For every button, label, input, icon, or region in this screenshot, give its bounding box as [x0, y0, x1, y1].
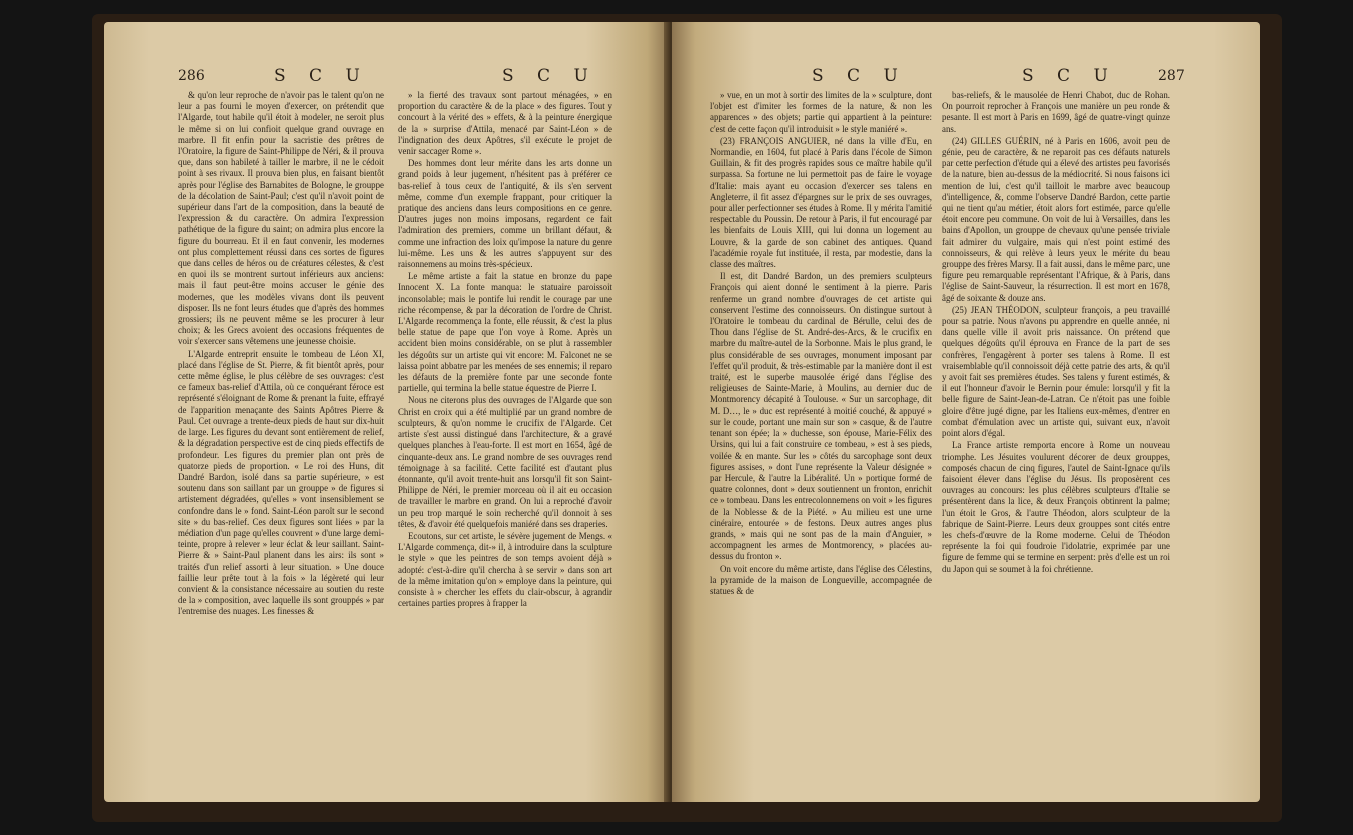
right-page: [672, 22, 1260, 802]
paragraph: Il est, dit Dandré Bardon, un des premiers sculpteurs François qui aient donné le sentiment à la pierre. Paris renferme un grand nombre d'ouvrages de cet artiste qui conservent l'estime des connoisseurs. On distingue surtout à l'Oratoire le tombeau du cardinal de Bérulle, celui des de Thou dans l'église de St. André-des-Arcs, & le crucifix en marbre du maître-autel de la Sorbonne. Mais le plus grand, le plus considérable de ses ouvrages, monument imposant par l'effet qu'il produit, & très-estimable par la manière dont il est traité, est le superbe mausolée érigé dans l'église des religieuses de Sainte-Marie, à Moulins, au dernier duc de Montmorency décapité à Toulouse. « Sur un sarcophage, dit M. D…, le » duc est représenté à moitié couché, & appuyé » sur le coude, portant une main sur son » casque, & de l'autre tenant son épée; la » duchesse, son épouse, Marie-Félix des Ursins, qui lui a fait construire ce tombeau, » est à ses pieds, voilée & en mante. Sur les » côtés du sarcophage sont deux figures assises, » dont l'une représente la Valeur désignée » par Hercule, & l'autre la Libéralité. Un » portique formé de quatre colonnes, dont » deux soutiennent un fronton, enrichit ce » tombeau. Dans les entrecolonnemens on voit » les figures de la Noblesse & de la Piété. » Au milieu est une urne cinéraire, entourée » de festons. Deux autres anges plus grands, » mais qui ne sont pas de la main d'Anguier, » accompagnent les armes de Montmorency, » placées au-dessus du fronton ».: [710, 271, 932, 562]
paragraph: La France artiste remporta encore à Rome un nouveau triomphe. Les Jésuites voulurent décorer de deux grouppes, composés chacun de cinq figures, l'autel de Saint-Ignace qu'ils faisoient élever dans l'église du Jésus. Ils proposèrent ces ouvrages au concours: les plus célèbres sculpteurs d'Italie se présentèrent dans la lice, & deux François obtinrent la palme; l'un étoit le Gros, & l'autre Théodon, alors sculpteur de la fabrique de Saint-Pierre. Leurs deux grouppes sont cités entre les chefs-d'œuvre de la Rome moderne. Celui de Théodon représente la foi qui foudroie l'idolatrie, exprimée par une figure de femme qui se termine en serpent: près d'elle est un roi du Japon qui se soumet à la foi chrétienne.: [942, 440, 1170, 574]
paragraph: Ecoutons, sur cet artiste, le sévère jugement de Mengs. « L'Algarde commença, dit-» il, à introduire dans la sculpture le style » que les peintres de son temps avoient déjà » adopté: c'est-à-dire qu'il chercha à se servir » dans son art de la même imitation qu'on » employe dans la peinture, qui consiste à » chercher les effets du clair-obscur, à agrandir certaines parties propres à frapper la: [398, 530, 612, 609]
paragraph: Des hommes dont leur mérite dans les arts donne un grand poids à leur jugement, n'hésitent pas à préférer ce bas-relief à tous ceux de l'antiquité, & ils s'en servent même, comme d'un exemple frappant, pour critiquer la pratique des anciens dans leurs compositions en ce genre. D'autres juges non moins imposans, regardent ce fait l'admiration des premiers, comme un brillant défaut, & comme une infraction des loix qu'impose la nature du genre lui-même. Les uns & les autres s'appuyent sur des raisonnemens au moins très-spécieux.: [398, 158, 612, 270]
right-column-1: [710, 90, 932, 798]
left-column-2: [398, 90, 612, 798]
left-page: [104, 22, 670, 802]
paragraph: Nous ne citerons plus des ouvrages de l'Algarde que son Christ en croix qui a été multiplié par un grand nombre de sculpteurs, & qu'on nomme le crucifix de l'Algarde. Cet artiste s'est aussi distingué dans l'architecture, & a gravé quelques planches à l'eau-forte. Il est mort en 1654, âgé de cinquante-deux ans. Le grand nombre de ses ouvrages rend témoignage à sa facilité. Cette facilité est d'autant plus étonnante, qu'il avoit trente-huit ans lorsqu'il fit son Saint-Philippe de Néri, le premier morceau où il ait eu occasion de travailler le marbre en grand. On lui a reproché d'avoir un peu trop marqué le soin recherché qu'il donnoit à ses têtes, & d'avoir été quelquefois maniéré dans ses draperies.: [398, 395, 612, 529]
paragraph: L'Algarde entreprit ensuite le tombeau de Léon XI, placé dans l'église de St. Pierre, & fit bientôt après, pour cette même église, le plus célèbre de ses ouvrages: c'est ce fameux bas-relief d'Attila, où ce conquérant féroce est représenté s'éloignant de Rome & prenant la fuite, effrayé de l'apparition menaçante des Saints Apôtres Pierre & Paul. Cet ouvrage a trente-deux pieds de haut sur dix-huit de large. Les figures du devant sont entièrement de relief, & la dégradation perspective est de cinq pieds effectifs de profondeur. Les figures du premier plan ont près de quatorze pieds de proportion. « Le roi des Huns, dit Dandré Bardon, isolé dans sa partie supérieure, » est soutenu dans son saillant par un grouppe » de figures si artistement dégradées, qu'elles » vont insensiblement se confondre dans le » fond. Saint-Léon paroît sur le second site » du bas-relief. Ces deux figures sont liées » par la médiation d'un page qu'elles couvrent » d'une large demi-teinte, propre à relever » leur éclat & leur saillant. Saint-Pierre & » Saint-Paul planent dans les airs: ils sont » traités d'un relief assorti à leur situation. » Une douce faillie leur prête tout à la fois » la légèreté qui leur convient & la consistance nécessaire au soutien du reste de la » composition, avec laquelle ils sont grouppés » par l'entremise des nuages. Les finesses &: [178, 348, 384, 617]
paragraph: bas-reliefs, & le mausolée de Henri Chabot, duc de Rohan. On pourroit reprocher à François une manière un peu ronde & pesante. Il est mort à Paris en 1699, âgé de quatre-vingt quinze ans.: [942, 90, 1170, 134]
left-page-number: 286: [178, 68, 205, 84]
paragraph: On voit encore du même artiste, dans l'église des Célestins, la pyramide de la maison de Longueville, accompagnée de statues & de: [710, 563, 932, 596]
left-column-1: [178, 90, 384, 798]
left-running-head: [104, 66, 670, 88]
paragraph: (24) GILLES GUÉRIN, né à Paris en 1606, avoit peu de génie, peu de caractère, & ne reparoit pas ces défauts naturels par cette perfection d'étude qui a élevé des artistes peu favorisés de la nature, bien au-dessus de la médiocrité. Si nous faisons ici mention de lui, c'est qu'il tailloit le marbre avec beaucoup d'intelligence, &, comme l'observe Dandré Bardon, cette partie qui ne tient qu'au métier, étoit alors fort estimée, parce qu'elle étoit encore peu commune. On voit de lui à Versailles, dans les bains d'Apollon, un grouppe de chevaux qu'une pensée triviale fait admirer du vulgaire, mais qui n'est point estimé des connoisseurs, & qui relève à leurs yeux le mérite du beau grouppe des frères Marsy. Il a fait aussi, dans le même parc, une figure peu remarquable représentant l'Afrique, & à Paris, dans l'église de Saint-Sauveur, la résurrection. Il est mort en 1678, âgé de soixante & douze ans.: [942, 135, 1170, 303]
paragraph: » la fierté des travaux sont partout ménagées, » en proportion du caractère & de la place » des figures. Tout y concourt à la vérité des » effets, & à la peinture énergique de la » surprise d'Attila, menacé par Saint-Léon » de l'indignation des deux Apôtres, s'il exécute le projet de venir saccager Rome ».: [398, 90, 612, 157]
paragraph: (25) JEAN THÉODON, sculpteur françois, a peu travaillé pour sa patrie. Nous n'avons pu apprendre en quelle année, ni dans quelle ville il avoit pris naissance. On prétend que quelques dégoûts qu'il éprouva en France de la part de ses confrères, l'engagèrent à porter ses talens à Rome. Il est vraisemblable qu'il connoissoit déjà cette patrie des arts, & qu'il y avoit fait ses premières études. Ses talens y furent estimés, & il eut l'honneur d'avoir le Bernin pour émule: lorsqu'il y fit la belle figure de Saint-Jean-de-Latran. Ce n'étoit pas une foible gloire d'être jugé digne, par les Italiens eux-mêmes, d'entrer en combat d'émulation avec un artiste qui, suivant eux, n'avoit point alors d'égal.: [942, 304, 1170, 439]
paragraph: (23) FRANÇOIS ANGUIER, né dans la ville d'Eu, en Normandie, en 1604, fut placé à Paris dans l'école de Simon Guillain, & fit des progrès rapides sous ce maître habile qu'il surpassa. Sa fortune ne lui permettoit pas de faire le voyage d'Italie: mais ayant eu occasion d'exercer ses talens en Angleterre, il fit assez d'épargnes sur le prix de ses ouvrages, pour aller perfectionner ses études à Rome. Il y mérita l'amitié respectable du Poussin. De retour à Paris, il fut encouragé par les bienfaits de Louis XIII, qui lui donna un logement au Louvre, & la garde de son cabinet des antiques. Quand l'académie royale fut instituée, il resta, par modestie, dans la classe des maîtres.: [710, 135, 932, 270]
right-column-2: [942, 90, 1170, 798]
left-head-title-2: S C U: [502, 66, 597, 86]
paragraph: & qu'on leur reproche de n'avoir pas le talent qu'on ne leur a pas fourni le moyen d'exercer, on prétendit que l'Algarde, tout habile qu'il étoit à modeler, ne seroit plus le même si on lui confioit quelque grand ouvrage en marbre. Il fit enfin pour la sacristie des prêtres de l'Oratoire, la figure de Saint-Philippe de Néri, & il prouva que, dans son habileté à tailler le marbre, il ne le cédoit point à ses rivaux. Il prouva bien plus, en faisant bientôt après pour l'église des Barnabites de Bologne, le grouppe de la décolation de Saint-Paul; c'est qu'il n'avoit point de supérieur dans l'art de la composition, dans la beauté de l'expression & du caractère. On admira l'expression pathétique de la figure du saint; on admira plus encore la figure du bourreau. Et il en faut convenir, les modernes ont plus complettement réussi dans ces sortes de figures que dans celles de héros ou de créatures célestes, & c'est en quoi ils se montrent surtout inférieurs aux anciens: mais il faut peut-être moins accuser le génie des modernes, que les modèles vivans dont ils peuvent disposer. Ils ne font leurs études que d'après des hommes grossiers; ils ne peuvent même se les procurer à leur choix; & les Grecs avoient des occasions fréquentes de voir s'exercer sans vêtemens une jeunesse choisie.: [178, 90, 384, 347]
left-head-title: S C U: [274, 66, 369, 86]
paragraph: » vue, en un mot à sortir des limites de la » sculpture, dont l'objet est d'imiter les formes de la nature, & non les apparences » des objets; partie qui appartient à la peinture: c'est de cette façon qu'il introduisit » le style maniéré ».: [710, 90, 932, 134]
right-page-number: 287: [1158, 68, 1185, 84]
right-running-head: [672, 66, 1260, 88]
paragraph: Le même artiste a fait la statue en bronze du pape Innocent X. La fonte manqua: le statuaire paroissoit inconsolable; mais le pontife lui rendit le courage par une riche récompense, & par la décoration de l'ordre de Christ. L'Algarde recommença la fonte, elle réussit, & c'est la plus belle statue de pape que l'on voye à Rome. Après un accident bien moins considérable, on se plut à rassembler les dégoûts sur un artiste qui vit encore: M. Falconet ne se laissa point abbatre par les menées de ses ennemis; il reparo les défauts de la première fonte par une seconde fonte partielle, qui termina la belle statue équestre de Pierre I.: [398, 271, 612, 394]
right-head-title-2: S C U: [1022, 66, 1117, 86]
right-head-title: S C U: [812, 66, 907, 86]
